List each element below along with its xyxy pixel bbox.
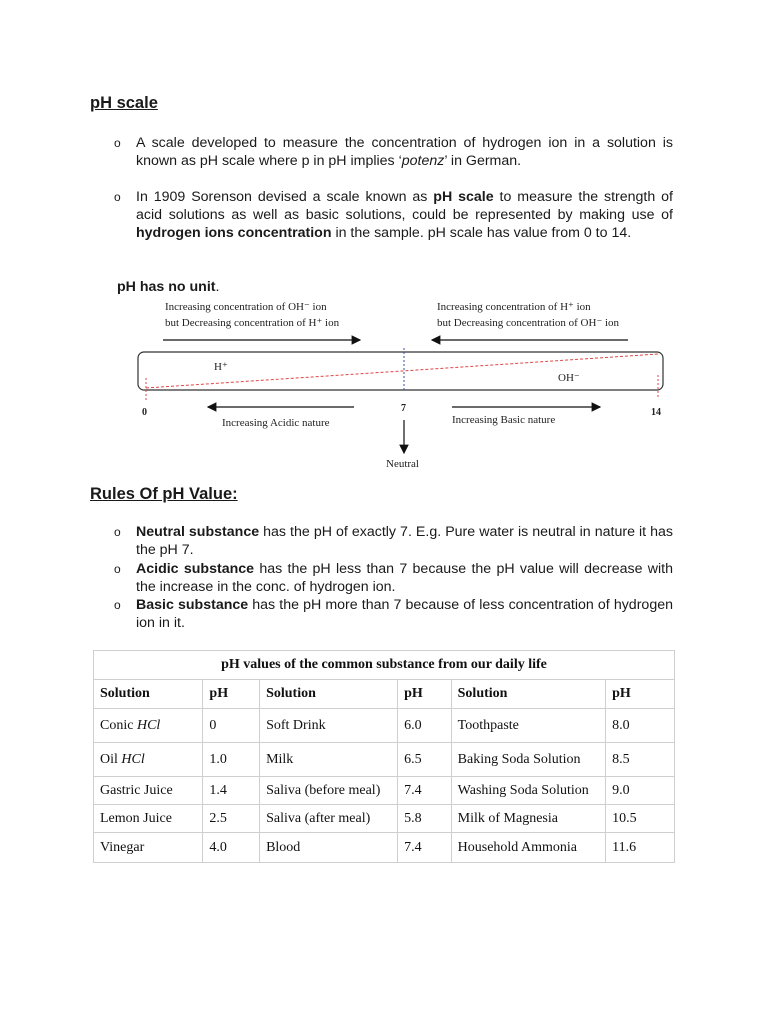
ph-cell: 8.0: [606, 709, 675, 743]
tick-label-7: 7: [401, 403, 406, 414]
solution-cell: Saliva (before meal): [260, 777, 398, 805]
table-row: [94, 805, 675, 833]
column-header: Solution: [260, 680, 398, 709]
column-header: pH: [606, 680, 675, 709]
bullet-icon: o: [114, 562, 121, 576]
rule-bullet-text: [136, 523, 673, 559]
rule-bullet-text: [136, 560, 673, 596]
bullet-icon: o: [114, 190, 121, 204]
text-run: Neutral substance: [136, 524, 260, 540]
cell-text: Conic: [100, 717, 137, 733]
text-run: has the pH more than 7 because of less concentration of hydrogen ion in it.: [136, 597, 673, 631]
bullet-icon: o: [114, 598, 121, 612]
ph-cell: 8.5: [606, 743, 675, 777]
no-unit-bold: pH has no unit: [117, 279, 216, 295]
column-header: pH: [203, 680, 260, 709]
text-run: Basic substance: [136, 597, 249, 613]
text-run: in the sample. pH scale has value from 0 to 14.: [331, 225, 632, 241]
solution-cell: Blood: [260, 833, 398, 863]
solution-cell: Household Ammonia: [451, 833, 605, 863]
table-caption: pH values of the common substance from our daily life: [94, 651, 675, 680]
solution-cell: Soft Drink: [260, 709, 398, 743]
ph-cell: 7.4: [398, 777, 452, 805]
solution-cell: Milk: [260, 743, 398, 777]
text-run: to measure the strength of acid solutions as well as basic solutions, could be represented by making use of: [136, 189, 674, 223]
column-header: Solution: [94, 680, 203, 709]
ph-values-table: [93, 650, 675, 863]
bullet-icon: o: [114, 136, 121, 150]
solution-cell: Baking Soda Solution: [451, 743, 605, 777]
solution-cell: Saliva (after meal): [260, 805, 398, 833]
text-run: hydrogen ions concentration: [136, 225, 332, 241]
table-row: [94, 777, 675, 805]
left-top-label-2: but Decreasing concentration of H⁺ ion: [165, 317, 340, 329]
ph-cell: 6.0: [398, 709, 452, 743]
left-top-label-1: Increasing concentration of OH⁻ ion: [165, 301, 327, 313]
solution-cell: Gastric Juice: [94, 777, 203, 805]
solution-cell: Lemon Juice: [94, 805, 203, 833]
ph-cell: 7.4: [398, 833, 452, 863]
ph-cell: 5.8: [398, 805, 452, 833]
basic-nature-label: Increasing Basic nature: [452, 414, 556, 426]
formula-text: HCl: [121, 751, 145, 767]
text-run: A scale developed to measure the concentration of hydrogen ion in a solution is known as pH scale where p in pH implies ‘: [136, 135, 673, 169]
text-run: potenz: [401, 153, 445, 169]
ph-cell: 10.5: [606, 805, 675, 833]
rules-heading: Rules Of pH Value:: [90, 485, 238, 503]
text-run: ’ in German.: [444, 153, 522, 169]
ph-cell: 0: [203, 709, 260, 743]
oh-ion-label: OH⁻: [558, 372, 580, 384]
table-row: [94, 743, 675, 777]
solution-cell: Washing Soda Solution: [451, 777, 605, 805]
text-run: pH scale: [433, 189, 494, 205]
h-ion-label: H⁺: [214, 361, 228, 373]
neutral-label: Neutral: [386, 458, 419, 470]
table-row: [94, 709, 675, 743]
table-row: [94, 833, 675, 863]
ph-cell: 4.0: [203, 833, 260, 863]
ph-cell: 1.4: [203, 777, 260, 805]
solution-cell: Vinegar: [94, 833, 203, 863]
solution-cell: Milk of Magnesia: [451, 805, 605, 833]
solution-cell: Toothpaste: [451, 709, 605, 743]
formula-text: HCl: [136, 717, 161, 733]
tick-label-14: 14: [651, 407, 661, 418]
ph-cell: 1.0: [203, 743, 260, 777]
ph-cell: 2.5: [203, 805, 260, 833]
ph-cell: 9.0: [606, 777, 675, 805]
ph-cell: 11.6: [606, 833, 675, 863]
column-header: Solution: [451, 680, 605, 709]
right-top-label-1: Increasing concentration of H⁺ ion: [437, 301, 591, 313]
column-header: pH: [398, 680, 452, 709]
page-heading-ph-scale: pH scale: [90, 94, 158, 112]
text-run: Acidic substance: [136, 561, 255, 577]
text-run: In 1909 Sorenson devised a scale known as: [136, 189, 434, 205]
acidic-nature-label: Increasing Acidic nature: [222, 417, 330, 429]
solution-cell: [94, 743, 203, 777]
right-top-label-2: but Decreasing concentration of OH⁻ ion: [437, 317, 620, 329]
rule-bullet-text: [136, 596, 673, 632]
solution-cell: [94, 709, 203, 743]
text-run: has the pH of exactly 7. E.g. Pure water is neutral in nature it has the pH 7.: [136, 524, 674, 558]
text-run: has the pH less than 7 because the pH value will decrease with the increase in the conc. of hydrogen ion.: [136, 561, 673, 595]
bullet-icon: o: [114, 525, 121, 539]
cell-text: Oil: [100, 751, 122, 767]
tick-label-0: 0: [142, 407, 147, 418]
no-unit-period: .: [215, 279, 220, 295]
ph-cell: 6.5: [398, 743, 452, 777]
